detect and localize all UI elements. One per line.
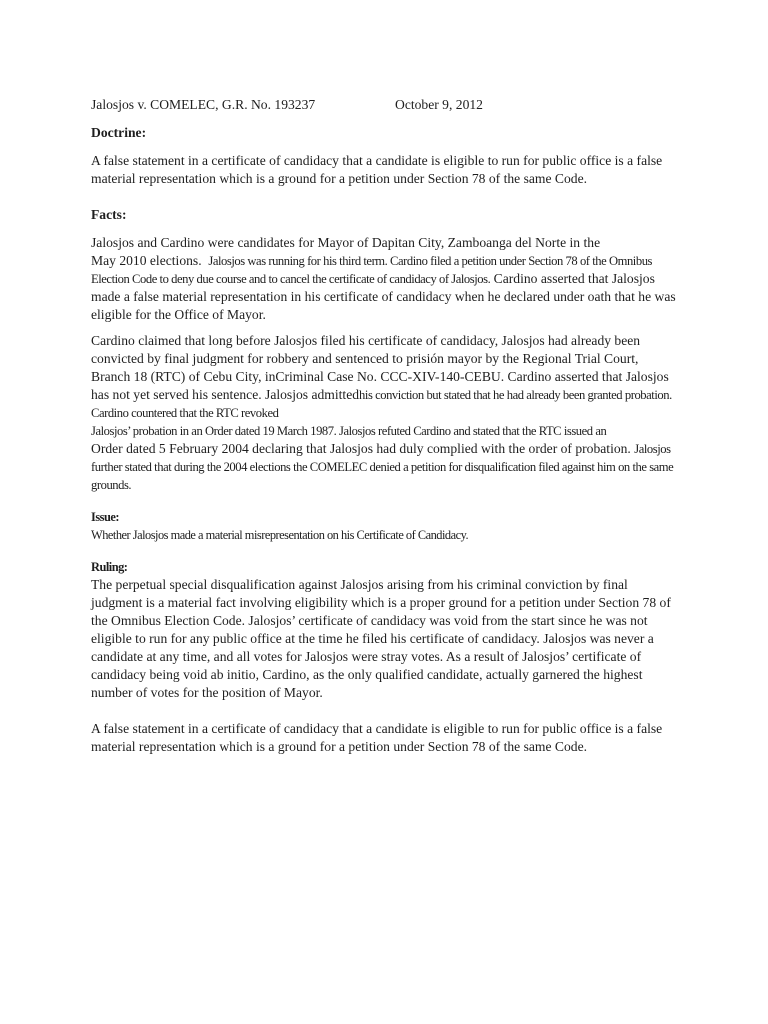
- facts-text: Order dated 5 February 2004 declaring that Jalosjos had duly complied with the order of probation.: [91, 441, 631, 456]
- ruling-heading: Ruling:: [91, 560, 128, 574]
- facts-text: Jalosjos’ probation in an Order dated 19 March 1987. Jalosjos refuted Cardino and stated that the RTC issued an: [91, 424, 607, 438]
- case-title-row: [91, 96, 681, 114]
- facts-paragraph-2: [91, 332, 681, 494]
- ruling-paragraph-2: A false statement in a certificate of candidacy that a candidate is eligible to run for public office is a false material representation which is a ground for a petition under Section 78 of the same Code.: [91, 721, 663, 754]
- doctrine-text: A false statement in a certificate of candidacy that a candidate is eligible to run for public office is a false material representation which is a ground for a petition under Section 78 of the same Code.: [91, 153, 663, 186]
- facts-paragraph-1: [91, 234, 681, 324]
- issue-heading: Issue:: [91, 510, 119, 524]
- facts-text: May 2010 elections.: [91, 253, 202, 268]
- facts-text: his conviction but stated that he had already been granted probation. Cardino countered that the RTC revoked: [91, 388, 672, 420]
- facts-text: Jalosjos and Cardino were candidates for Mayor of Dapitan City, Zamboanga del Norte in the: [91, 235, 601, 250]
- document-body: [91, 96, 681, 756]
- facts-text: Cardino asserted that Jalosjos made a false material representation in his certificate of candidacy when he declared under oath that he was eligible for the Office of Mayor.: [91, 271, 676, 322]
- facts-heading: Facts:: [91, 207, 127, 222]
- ruling-paragraph-1: The perpetual special disqualification against Jalosjos arising from his criminal conviction by final judgment is a material fact involving eligibility which is a proper ground for a petition under Section 78 of the Omnibus Election Code. Jalosjos’ certificate of candidacy was void from the start since he was not eligible to run for any public office at the time he filed his certificate of candidacy. Jalosjos was never a candidate at any time, and all votes for Jalosjos were stray votes. As a result of Jalosjos’ certificate of candidacy being void ab initio, Cardino, as the only qualified candidate, actually garnered the highest number of votes for the position of Mayor.: [91, 577, 671, 700]
- issue-text: Whether Jalosjos made a material misrepresentation on his Certificate of Candidacy.: [91, 528, 469, 542]
- facts-text: Cardino claimed that long before Jalosjos filed his certificate of candidacy, Jalosjos had already been convicted by final judgment for robbery and sentenced to prisión mayor by the Regional Trial Court, Branch 18 (RTC) of Cebu City, inCriminal Case No. CCC-XIV-140-CEBU. Cardino asserted that Jalosjos has not yet served his sentence. Jalosjos admitted: [91, 333, 669, 402]
- case-citation: Jalosjos v. COMELEC, G.R. No. 193237: [91, 97, 316, 112]
- facts-text: Jalosjos was running for his third term. Cardino filed a petition under Section 78 of the Omnibus Election Code to deny due course and to cancel the certificate of candidacy of Jalosjos.: [91, 254, 653, 286]
- decision-date: October 9, 2012: [395, 97, 483, 112]
- doctrine-heading: Doctrine:: [91, 125, 147, 140]
- facts-text: Jalosjos further stated that during the 2004 elections the COMELEC denied a petition for disqualification filed against him on the same grounds.: [91, 442, 674, 492]
